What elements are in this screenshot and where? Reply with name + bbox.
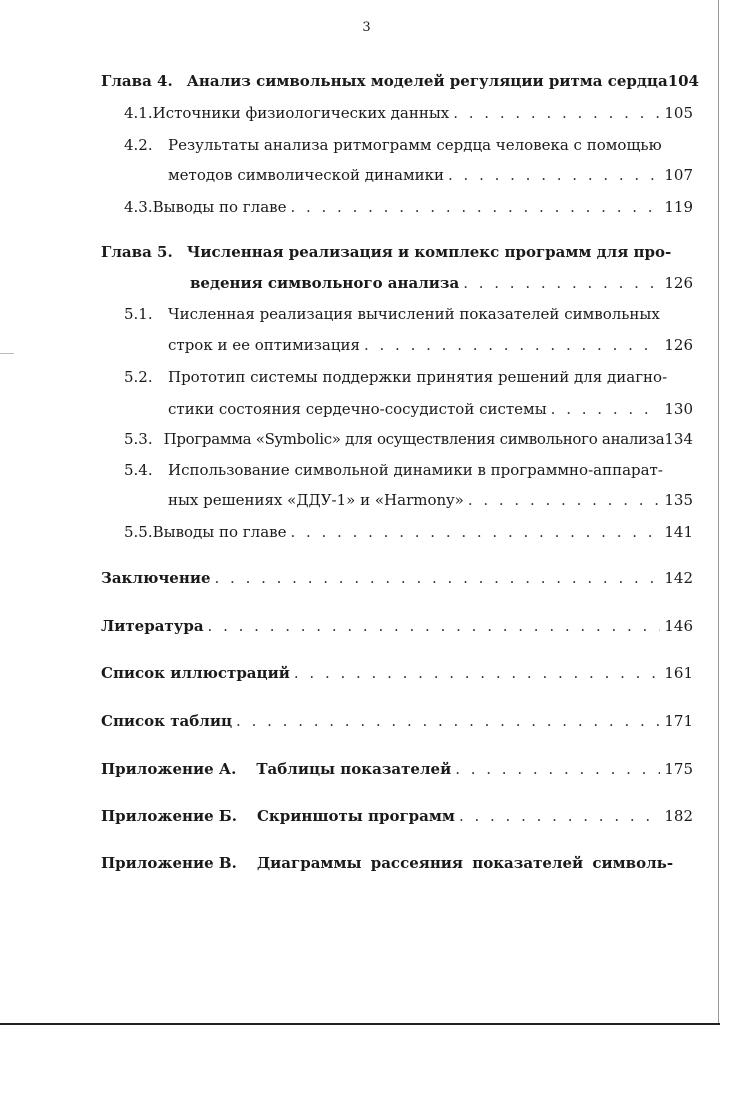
section-title: Использование символьной динамики в программно-аппарат- <box>168 461 663 479</box>
chapter-number: Глава 5. <box>101 243 173 261</box>
dot-leader <box>455 758 660 780</box>
appendix-number: Приложение Б. <box>101 807 237 825</box>
appendix-number: Приложение А. <box>101 760 237 778</box>
chapter-title: Численная реализация и комплекс программ для про- <box>186 243 672 261</box>
section-title: Программа «Symbolic» для осуществления символьного анализа <box>163 430 665 448</box>
dot-leader <box>364 334 660 356</box>
toc-appendix-a[interactable] <box>101 758 693 780</box>
page-number: 3 <box>362 20 371 35</box>
chapter-title: Анализ символьных моделей регуляции ритма сердца <box>186 72 668 90</box>
dot-leader <box>290 521 660 543</box>
section-title-cont: ных решениях «ДДУ-1» и «Harmony» <box>168 491 464 509</box>
section-title: Численная реализация вычислений показателей символьных <box>168 305 660 323</box>
dot-leader <box>459 805 660 827</box>
toc-conclusion[interactable] <box>101 567 693 589</box>
appendix-title: Скриншоты программ <box>256 807 455 825</box>
section-title-cont: стики состояния сердечно-сосудистой системы <box>168 400 547 418</box>
page-ref: 126 <box>664 274 693 292</box>
section-title: Прототип системы поддержки принятия решений для диагно- <box>168 368 668 386</box>
entry-title: Список иллюстраций <box>101 664 290 682</box>
toc-section-5-5[interactable] <box>124 521 693 543</box>
dot-leader <box>453 102 660 124</box>
toc-section-4-1[interactable] <box>124 102 693 124</box>
toc-section-5-2[interactable] <box>124 366 693 388</box>
dot-leader <box>294 662 660 684</box>
dot-leader <box>290 196 660 218</box>
page-ref: 142 <box>664 569 693 587</box>
page-ref: 175 <box>664 760 693 778</box>
page-ref: 182 <box>664 807 693 825</box>
section-title: Источники физиологических данных <box>152 104 450 122</box>
page-ref: 126 <box>664 336 693 354</box>
dot-leader <box>468 489 661 511</box>
page-edge-bottom <box>0 1023 720 1025</box>
toc-section-5-1[interactable] <box>124 303 693 325</box>
page-ref: 134 <box>664 430 693 448</box>
section-number: 5.4. <box>124 461 153 479</box>
page-ref: 119 <box>664 198 693 216</box>
toc-section-5-1-cont[interactable] <box>168 334 693 356</box>
toc-tables[interactable] <box>101 710 693 732</box>
appendix-title: Диаграммы рассеяния показателей символь- <box>256 854 674 872</box>
entry-title: Список таблиц <box>101 712 233 730</box>
dot-leader <box>208 615 661 637</box>
toc-chapter-4[interactable] <box>101 70 699 92</box>
section-number: 5.2. <box>124 368 153 386</box>
toc-section-5-4[interactable] <box>124 459 693 481</box>
page-ref: 171 <box>664 712 693 730</box>
section-title-cont: методов символической динамики <box>168 166 444 184</box>
dot-leader <box>215 567 661 589</box>
dot-leader <box>463 272 660 294</box>
section-number: 4.3. <box>124 198 153 216</box>
section-number: 5.3. <box>124 430 153 448</box>
section-number: 4.1. <box>124 104 153 122</box>
toc-section-5-2-cont[interactable] <box>168 398 693 420</box>
page-ref: 104 <box>667 72 699 90</box>
toc-section-4-2[interactable] <box>124 134 693 156</box>
section-title: Выводы по главе <box>152 198 287 216</box>
appendix-number: Приложение В. <box>101 854 237 872</box>
section-title-cont: строк и ее оптимизация <box>168 336 360 354</box>
section-number: 4.2. <box>124 136 153 154</box>
toc-appendix-c[interactable] <box>101 852 693 874</box>
toc-chapter-5[interactable] <box>101 241 693 263</box>
entry-title: Заключение <box>101 569 211 587</box>
toc-section-5-4-cont[interactable] <box>168 489 693 511</box>
toc-appendix-b[interactable] <box>101 805 693 827</box>
chapter-title-cont: ведения символьного анализа <box>190 274 460 292</box>
page-ref: 146 <box>664 617 693 635</box>
appendix-title: Таблицы показателей <box>256 760 452 778</box>
toc-section-4-3[interactable] <box>124 196 693 218</box>
page-ref: 105 <box>664 104 693 122</box>
page-ref: 107 <box>664 166 693 184</box>
section-number: 5.1. <box>124 305 153 323</box>
section-title: Результаты анализа ритмограмм сердца человека с помощью <box>168 136 662 154</box>
toc-illustrations[interactable] <box>101 662 693 684</box>
toc-section-4-2-cont[interactable] <box>168 164 693 186</box>
toc-literature[interactable] <box>101 615 693 637</box>
page-ref: 141 <box>664 523 693 541</box>
page-edge-right <box>718 0 719 1025</box>
dot-leader <box>551 398 661 420</box>
page-ref: 130 <box>664 400 693 418</box>
page-ref: 161 <box>664 664 693 682</box>
section-title: Выводы по главе <box>152 523 287 541</box>
dot-leader <box>236 710 660 732</box>
toc-section-5-3[interactable] <box>124 428 693 450</box>
scan-mark <box>0 353 14 354</box>
chapter-number: Глава 4. <box>101 72 173 90</box>
entry-title: Литература <box>101 617 204 635</box>
page-ref: 135 <box>664 491 693 509</box>
toc-chapter-5-cont[interactable] <box>190 272 693 294</box>
section-number: 5.5. <box>124 523 153 541</box>
dot-leader <box>448 164 660 186</box>
